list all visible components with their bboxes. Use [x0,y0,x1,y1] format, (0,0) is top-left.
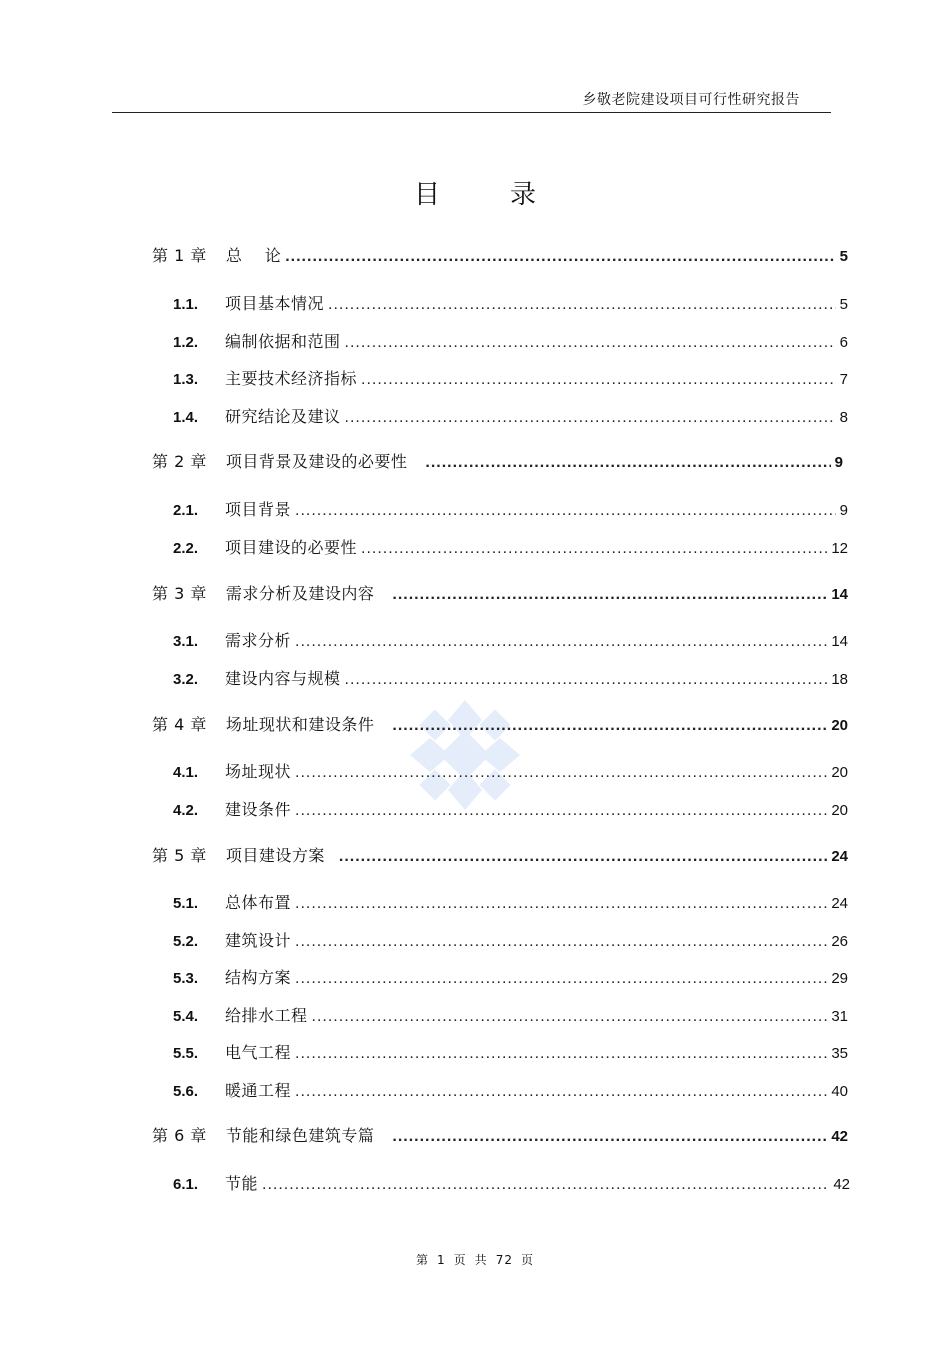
section-title: 编制依据和范围 [225,332,341,351]
chapter-title: 场址现状和建设条件 [225,715,375,734]
section-number: 3.2. [173,671,199,688]
section-page: 35 [831,1045,848,1062]
chapter-label: 第 1 章 [152,246,207,265]
section-page: 29 [831,970,848,987]
toc-section-4-2[interactable] [173,799,848,821]
section-title: 建筑设计 [225,931,292,950]
page-footer [0,1251,950,1268]
section-title: 暖通工程 [225,1081,292,1100]
leader-dots [295,500,836,522]
leader-dots [361,369,836,391]
section-page: 40 [831,1083,848,1100]
section-title: 场址现状 [225,762,292,781]
toc-chapter-1[interactable] [152,245,848,267]
section-title: 项目建设的必要性 [225,538,358,557]
section-number: 4.2. [173,802,199,819]
section-page: 24 [831,895,848,912]
section-number: 1.2. [173,334,199,351]
chapter-label: 第 2 章 [152,452,207,471]
section-title: 研究结论及建议 [225,407,341,426]
toc-section-4-1[interactable] [173,761,848,783]
leader-dots [345,669,828,691]
section-page: 20 [831,802,848,819]
leader-dots [262,1174,829,1196]
leader-dots [392,715,827,737]
header-rule [112,112,831,113]
section-number: 3.1. [173,633,199,650]
chapter-label: 第 5 章 [152,846,207,865]
leader-dots [295,893,827,915]
chapter-page: 42 [831,1128,848,1145]
chapter-page: 14 [831,586,848,603]
section-title: 建设条件 [225,800,292,819]
section-number: 5.3. [173,970,199,987]
toc-section-5-4[interactable] [173,1005,848,1027]
chapter-label: 第 3 章 [152,584,207,603]
toc-section-5-2[interactable] [173,930,848,952]
section-title: 项目背景 [225,500,292,519]
chapter-page: 9 [834,454,843,471]
leader-dots [345,332,836,354]
section-number: 5.1. [173,895,199,912]
leader-dots [361,538,827,560]
leader-dots [328,294,836,316]
toc-section-5-5[interactable] [173,1042,848,1064]
section-title: 给排水工程 [225,1006,308,1025]
toc-title-char-1: 目 [413,180,440,210]
section-page: 5 [839,296,848,313]
leader-dots [295,631,827,653]
chapter-title: 需求分析及建设内容 [225,584,375,603]
section-page: 31 [831,1008,848,1025]
leader-dots [295,1081,827,1103]
leader-dots [312,1006,828,1028]
section-page: 6 [839,334,848,351]
section-title: 项目基本情况 [225,294,325,313]
section-number: 5.4. [173,1008,199,1025]
leader-dots [295,931,827,953]
leader-dots [345,407,836,429]
section-page: 18 [831,671,848,688]
section-page: 20 [831,764,848,781]
toc-section-2-2[interactable] [173,537,848,559]
toc-title-char-2: 录 [510,180,537,210]
chapter-page: 20 [831,717,848,734]
leader-dots [425,452,830,474]
footer-total-prefix: 共 [474,1253,488,1267]
toc-section-1-1[interactable] [173,293,848,315]
section-number: 2.1. [173,502,199,519]
chapter-label: 第 6 章 [152,1126,207,1145]
running-header: 乡敬老院建设项目可行性研究报告 [582,92,800,108]
leader-dots [295,800,827,822]
chapter-page: 5 [839,248,848,265]
toc-section-6-1[interactable] [173,1173,850,1195]
leader-dots [295,968,827,990]
section-page: 26 [831,933,848,950]
section-title: 建设内容与规模 [225,669,341,688]
toc-title [0,174,950,211]
footer-prefix: 第 [416,1253,430,1267]
chapter-label: 第 4 章 [152,715,207,734]
toc-section-1-3[interactable] [173,368,848,390]
section-title: 主要技术经济指标 [225,369,358,388]
footer-total-pages: 72 [495,1253,513,1267]
leader-dots [285,246,835,268]
leader-dots [392,584,827,606]
toc-section-5-1[interactable] [173,892,848,914]
toc-chapter-3[interactable] [152,583,848,605]
section-title: 需求分析 [225,631,292,650]
toc-chapter-2[interactable] [152,451,843,473]
section-number: 4.1. [173,764,199,781]
section-title: 节能 [225,1174,259,1193]
toc-section-1-2[interactable] [173,331,848,353]
section-number: 5.2. [173,933,199,950]
footer-suffix: 页 [520,1253,534,1267]
section-number: 1.4. [173,409,199,426]
leader-dots [295,1043,827,1065]
chapter-title: 项目建设方案 [225,846,325,865]
section-page: 14 [831,633,848,650]
section-number: 5.6. [173,1083,199,1100]
section-title: 总体布置 [225,893,292,912]
section-number: 6.1. [173,1176,199,1193]
chapter-title: 节能和绿色建筑专篇 [225,1126,375,1145]
toc-section-2-1[interactable] [173,499,848,521]
leader-dots [392,1126,827,1148]
section-page: 9 [839,502,848,519]
section-number: 5.5. [173,1045,199,1062]
section-page: 7 [839,371,848,388]
toc-section-1-4[interactable] [173,406,848,428]
footer-current-page: 1 [437,1253,446,1267]
section-number: 1.3. [173,371,199,388]
leader-dots [295,762,827,784]
section-number: 1.1. [173,296,199,313]
toc-section-5-6[interactable] [173,1080,848,1102]
chapter-title: 项目背景及建设的必要性 [225,452,408,471]
footer-page-word: 页 [453,1253,467,1267]
toc-chapter-6[interactable] [152,1125,848,1147]
chapter-page: 24 [831,848,848,865]
section-page: 42 [833,1176,850,1193]
section-title: 电气工程 [225,1043,292,1062]
toc-section-3-1[interactable] [173,630,848,652]
section-number: 2.2. [173,540,199,557]
section-title: 结构方案 [225,968,292,987]
toc-chapter-5[interactable] [152,845,848,867]
toc-section-5-3[interactable] [173,967,848,989]
section-page: 8 [839,409,848,426]
leader-dots [339,846,827,868]
toc-section-3-2[interactable] [173,668,848,690]
chapter-title: 总 论 [225,246,282,265]
section-page: 12 [831,540,848,557]
toc-chapter-4[interactable] [152,714,848,736]
